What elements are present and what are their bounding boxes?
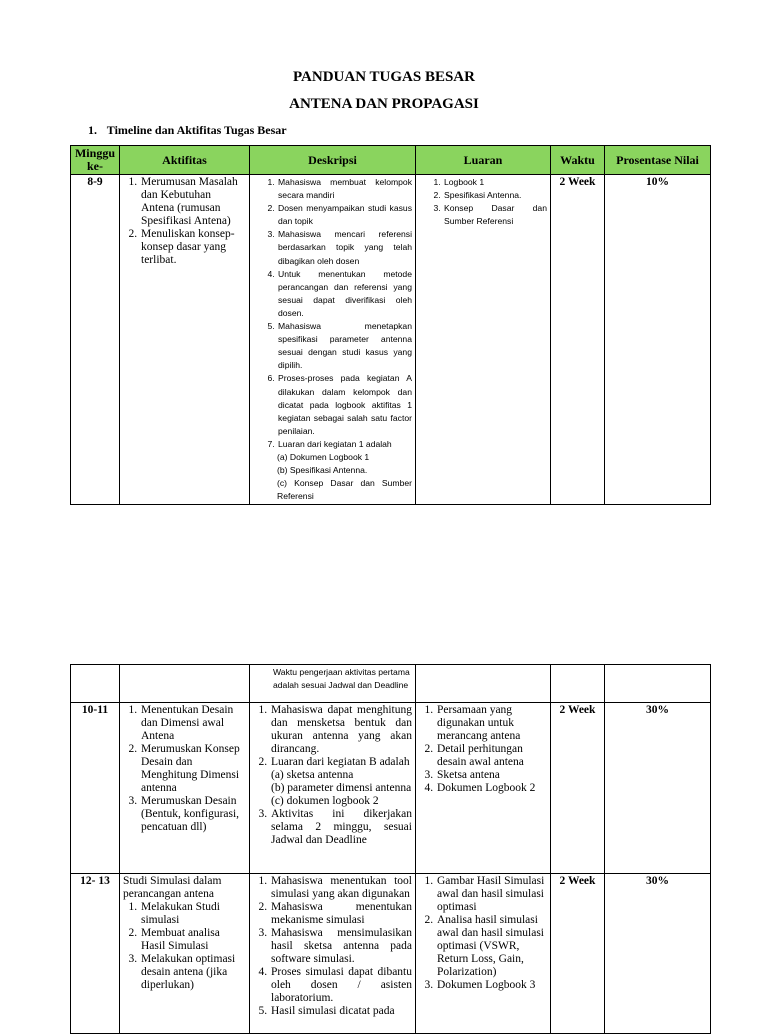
cell-minggu: 12- 13 [71, 874, 120, 1034]
list-item: 4. Dokumen Logbook 2 [436, 782, 547, 795]
header-aktifitas: Aktifitas [120, 146, 250, 175]
list-item: 3. Konsep Dasar dan Sumber Referensi [443, 202, 547, 228]
sub-item: (c) Konsep Dasar dan Sumber Referensi [277, 478, 412, 502]
cell-empty [71, 665, 120, 703]
cell-aktifitas [120, 175, 250, 505]
cell-deskripsi [250, 874, 416, 1034]
list-item: 3. Mahasiswa mencari referensi berdasarkan topik yang telah dibagikan oleh dosen [277, 228, 412, 267]
cell-waktu: 2 Week [551, 703, 605, 874]
header-minggu: Minggu ke- [71, 146, 120, 175]
header-waktu: Waktu [551, 146, 605, 175]
list-item: 1. Mahasiswa membuat kelompok secara mandiri [277, 176, 412, 202]
cell-luaran [416, 874, 551, 1034]
section-number: 1. [88, 123, 97, 137]
aktifitas-intro: Studi Simulasi dalam perancangan antena [123, 875, 222, 900]
sub-list [253, 451, 412, 503]
cell-empty [416, 665, 551, 703]
cell-deskripsi [250, 665, 416, 703]
sub-item: (a) sketsa antenna [271, 769, 354, 781]
document-title: PANDUAN TUGAS BESAR [293, 69, 475, 85]
list-item: 2. Menuliskan konsep-konsep dasar yang terlibat. [140, 228, 246, 267]
cell-luaran [416, 703, 551, 874]
list-item: 1. Logbook 1 [443, 176, 547, 189]
header-luaran: Luaran [416, 146, 551, 175]
list-item [270, 756, 412, 808]
list-item: 1. Persamaan yang digunakan untuk merancang antena [436, 704, 547, 743]
list-item: 1. Merumusan Masalah dan Kebutuhan Antena (rumusan Spesifikasi Antena) [140, 176, 246, 228]
list-item: 1. Melakukan Studi simulasi [140, 901, 246, 927]
table-row [71, 175, 711, 505]
list-item: 3. Melakukan optimasi desain antena (jika diperlukan) [140, 953, 246, 992]
list-item: 2. Detail perhitungan desain awal antena [436, 743, 547, 769]
list-item: 1. Gambar Hasil Simulasi awal dan hasil simulasi optimasi [436, 875, 547, 914]
list-item: 5. Hasil simulasi dicatat pada [270, 1005, 412, 1018]
cell-waktu: 2 Week [551, 175, 605, 505]
list-item: 2. Spesifikasi Antenna. [443, 189, 547, 202]
table-row [71, 703, 711, 874]
section-title: Timeline dan Aktifitas Tugas Besar [106, 123, 287, 137]
cell-empty [605, 665, 711, 703]
cell-waktu: 2 Week [551, 874, 605, 1034]
list-item: 2. Membuat analisa Hasil Simulasi [140, 927, 246, 953]
list-item: 2. Mahasiswa menentukan mekanisme simulasi [270, 901, 412, 927]
timeline-table [70, 145, 711, 505]
cell-nilai: 10% [605, 175, 711, 505]
list-item: 3. Mahasiswa mensimulasikan hasil sketsa antenna pada software simulasi. [270, 927, 412, 966]
table-row [71, 874, 711, 1034]
list-item: 2. Analisa hasil simulasi awal dan hasil simulasi optimasi (VSWR, Return Loss, Gain, Polarization) [436, 914, 547, 979]
section-heading [88, 123, 287, 138]
list-item: 2. Merumuskan Konsep Desain dan Menghitung Dimensi antenna [140, 743, 246, 795]
sub-item: (b) parameter dimensi antenna [271, 782, 412, 794]
cell-deskripsi [250, 175, 416, 505]
list-item: 2. Dosen menyampaikan studi kasus dan topik [277, 202, 412, 228]
cell-minggu: 8-9 [71, 175, 120, 505]
cell-empty [120, 665, 250, 703]
cell-nilai: 30% [605, 703, 711, 874]
cell-deskripsi [250, 703, 416, 874]
list-item: 3. Sketsa antena [436, 769, 547, 782]
sub-item: (a) Dokumen Logbook 1 [277, 451, 370, 462]
cell-luaran [416, 175, 551, 505]
list-item: 1. Menentukan Desain dan Dimensi awal Antena [140, 704, 246, 743]
list-item: 5. Mahasiswa menetapkan spesifikasi parameter antenna sesuai dengan studi kasus yang dipilih. [277, 320, 412, 372]
timeline-table-continued [70, 664, 711, 1034]
cell-minggu: 10-11 [71, 703, 120, 874]
continued-text: Waktu pengerjaan aktivitas pertama adalah sesuai Jadwal dan Deadline [273, 667, 410, 691]
sub-item: (b) Spesifikasi Antenna. [277, 465, 368, 476]
list-item: 7. Luaran dari kegiatan 1 adalah [277, 438, 412, 451]
list-item: 3. Dokumen Logbook 3 [436, 979, 547, 992]
list-item: 1. Mahasiswa dapat menghitung dan mensketsa bentuk dan ukuran antenna yang akan dirancang. [270, 704, 412, 756]
list-item-text: Luaran dari kegiatan B adalah [271, 756, 410, 768]
header-deskripsi: Deskripsi [250, 146, 416, 175]
cell-empty [551, 665, 605, 703]
list-item: 1. Mahasiswa menentukan tool simulasi yang akan digunakan [270, 875, 412, 901]
list-item: 6. Proses-proses pada kegiatan A dilakukan dalam kelompok dan dicatat pada logbook aktifitas 1 kegiatan sebagai salah satu factor penilaian. [277, 372, 412, 437]
cell-nilai: 30% [605, 874, 711, 1034]
list-item: 4. Untuk menentukan metode perancangan dan referensi yang sesuai dapat diverifikasi oleh dosen. [277, 268, 412, 320]
table-row [71, 665, 711, 703]
cell-aktifitas [120, 703, 250, 874]
document-subtitle: ANTENA DAN PROPAGASI [289, 96, 479, 112]
cell-aktifitas [120, 874, 250, 1034]
header-prosentase: Prosentase Nilai [605, 146, 711, 175]
sub-item: (c) dokumen logbook 2 [271, 795, 379, 807]
list-item: 4. Proses simulasi dapat dibantu oleh dosen / asisten laboratorium. [270, 966, 412, 1005]
list-item: 3. Aktivitas ini dikerjakan selama 2 minggu, sesuai Jadwal dan Deadline [270, 808, 412, 847]
list-item: 3. Merumuskan Desain (Bentuk, konfigurasi, pencatuan dll) [140, 795, 246, 834]
table-header-row [71, 146, 711, 175]
